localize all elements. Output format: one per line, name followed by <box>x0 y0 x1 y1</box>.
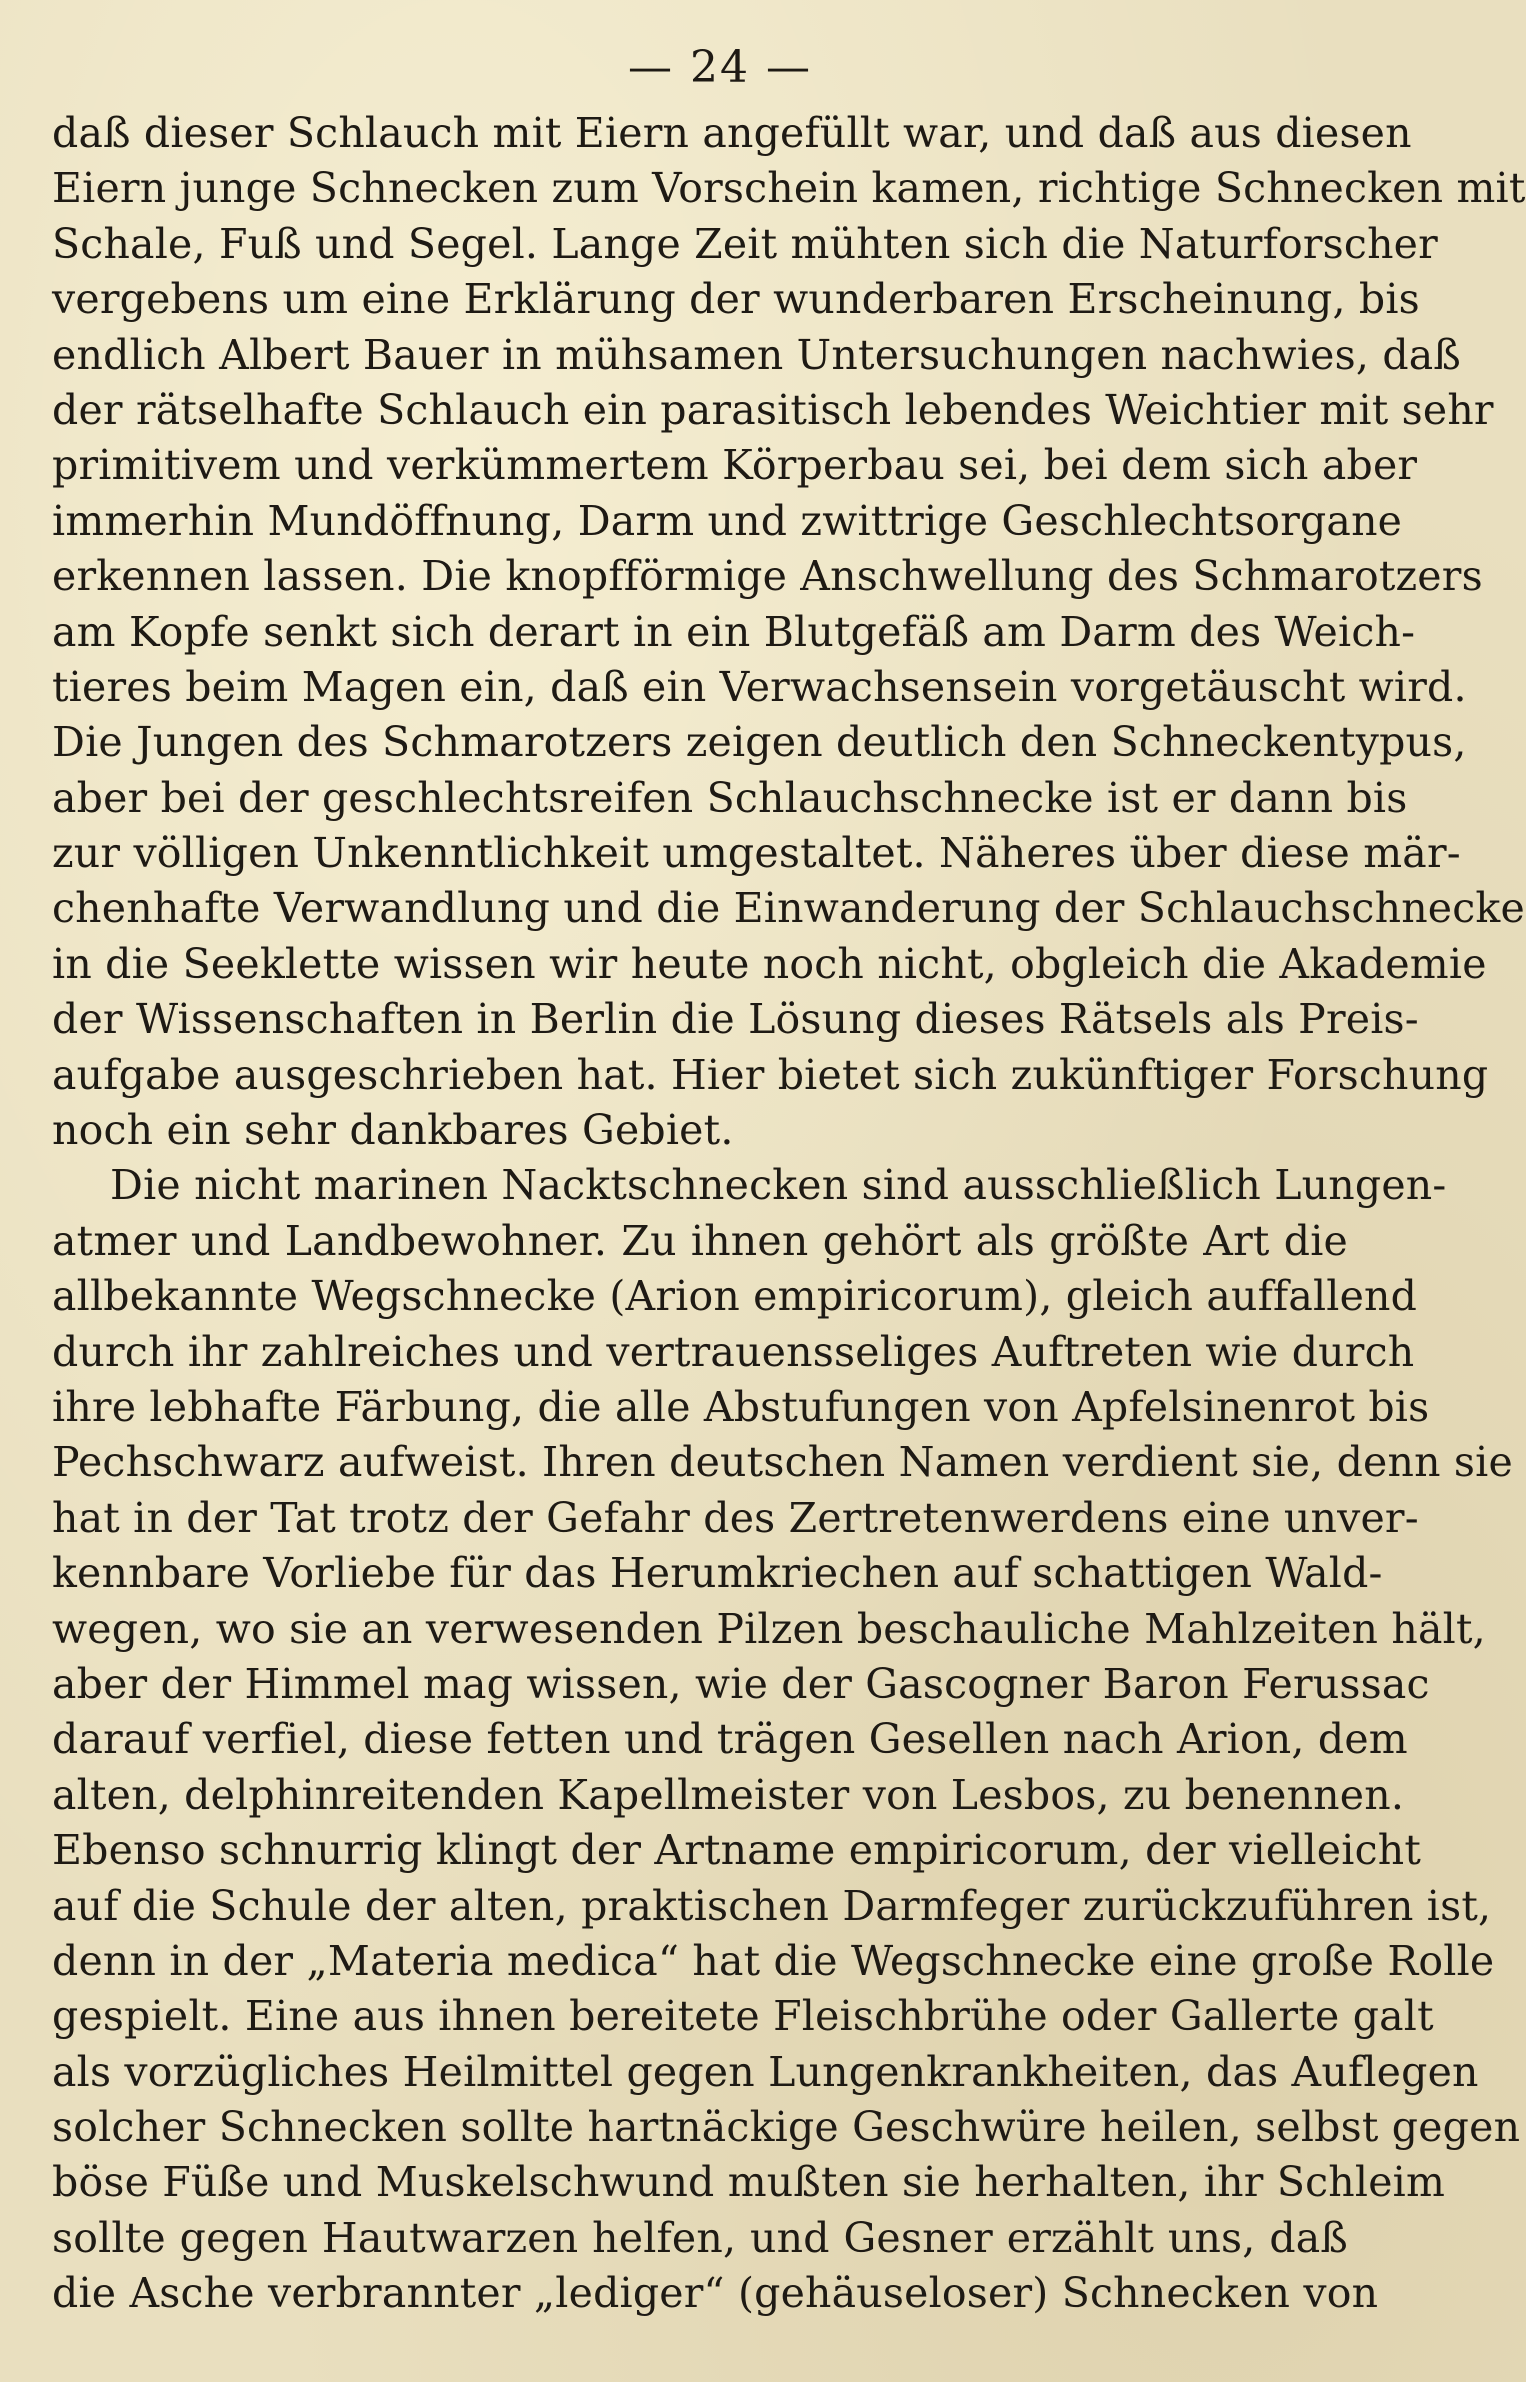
text-line: endlich Albert Bauer in mühsamen Untersuchungen nachwies, daß <box>52 330 1462 379</box>
text-line: Die Jungen des Schmarotzers zeigen deutlich den Schneckentypus, <box>52 718 1467 767</box>
text-line: der rätselhafte Schlauch ein parasitisch lebendes Weichtier mit sehr <box>52 385 1494 434</box>
text-line: daß dieser Schlauch mit Eiern angefüllt war, und daß aus diesen <box>52 109 1412 157</box>
text-line: Die nicht marinen Nacktschnecken sind ausschließlich Lungen- <box>110 1161 1447 1210</box>
text-line: zur völligen Unkenntlichkeit umgestaltet. Näheres über diese mär- <box>52 829 1461 878</box>
page-number: — 24 — <box>628 42 812 93</box>
text-line: darauf verfiel, diese fetten und trägen Gesellen nach Arion, dem <box>52 1715 1408 1764</box>
text-line: kennbare Vorliebe für das Herumkriechen auf schattigen Wald- <box>52 1549 1383 1598</box>
text-line: solcher Schnecken sollte hartnäckige Geschwüre heilen, selbst gegen <box>52 2103 1521 2152</box>
text-line: hat in der Tat trotz der Gefahr des Zertretenwerdens eine unver- <box>52 1493 1419 1542</box>
text-line: erkennen lassen. Die knopfförmige Anschwellung des Schmarotzers <box>52 552 1483 601</box>
text-line: primitivem und verkümmertem Körperbau sei, bei dem sich aber <box>52 441 1418 490</box>
text-line: wegen, wo sie an verwesenden Pilzen beschauliche Mahlzeiten hält, <box>52 1604 1486 1653</box>
paragraph <box>52 106 1526 1158</box>
text-line: chenhafte Verwandlung und die Einwanderung der Schlauchschnecke <box>52 884 1525 933</box>
text-line: die Asche verbrannter „lediger“ (gehäuseloser) Schnecken von <box>52 2269 1379 2318</box>
text-line: noch ein sehr dankbares Gebiet. <box>52 1106 734 1155</box>
text-line: aber bei der geschlechtsreifen Schlauchschnecke ist er dann bis <box>52 773 1408 822</box>
text-line: Schale, Fuß und Segel. Lange Zeit mühten sich die Naturforscher <box>52 219 1438 268</box>
text-line: immerhin Mundöffnung, Darm und zwittrige Geschlechtsorgane <box>52 496 1403 545</box>
body-text <box>52 106 1526 2322</box>
text-line: durch ihr zahlreiches und vertrauensseliges Auftreten wie durch <box>52 1327 1415 1376</box>
text-line: als vorzügliches Heilmittel gegen Lungenkrankheiten, das Auflegen <box>52 2047 1479 2096</box>
text-line: denn in der „Materia medica“ hat die Wegschnecke eine große Rolle <box>52 1936 1495 1985</box>
text-line: Pechschwarz aufweist. Ihren deutschen Namen verdient sie, denn sie <box>52 1438 1513 1487</box>
paragraph <box>52 1158 1521 2321</box>
text-line: ihre lebhafte Färbung, die alle Abstufungen von Apfelsinenrot bis <box>52 1382 1430 1431</box>
text-line: auf die Schule der alten, praktischen Darmfeger zurückzuführen ist, <box>52 1881 1492 1930</box>
text-line: aufgabe ausgeschrieben hat. Hier bietet sich zukünftiger Forschung <box>52 1050 1489 1099</box>
text-line: Eiern junge Schnecken zum Vorschein kamen, richtige Schnecken mit <box>52 164 1526 213</box>
text-line: der Wissenschaften in Berlin die Lösung dieses Rätsels als Preis- <box>52 995 1419 1044</box>
text-line: sollte gegen Hautwarzen helfen, und Gesner erzählt uns, daß <box>52 2213 1348 2262</box>
text-line: allbekannte Wegschnecke (Arion empiricorum), gleich auffallend <box>52 1272 1418 1321</box>
text-line: tieres beim Magen ein, daß ein Verwachsensein vorgetäuscht wird. <box>52 662 1467 711</box>
text-line: in die Seeklette wissen wir heute noch nicht, obgleich die Akademie <box>52 939 1487 988</box>
text-line: aber der Himmel mag wissen, wie der Gascogner Baron Ferussac <box>52 1659 1430 1708</box>
text-line: atmer und Landbewohner. Zu ihnen gehört als größte Art die <box>52 1216 1348 1265</box>
text-line: böse Füße und Muskelschwund mußten sie herhalten, ihr Schleim <box>52 2158 1446 2207</box>
text-line: Ebenso schnurrig klingt der Artname empiricorum, der vielleicht <box>52 1826 1422 1875</box>
text-line: gespielt. Eine aus ihnen bereitete Fleischbrühe oder Gallerte galt <box>52 1992 1434 2041</box>
text-line: alten, delphinreitenden Kapellmeister von Lesbos, zu benennen. <box>52 1770 1405 1819</box>
text-line: am Kopfe senkt sich derart in ein Blutgefäß am Darm des Weich- <box>52 607 1416 656</box>
text-line: vergebens um eine Erklärung der wunderbaren Erscheinung, bis <box>52 275 1420 324</box>
